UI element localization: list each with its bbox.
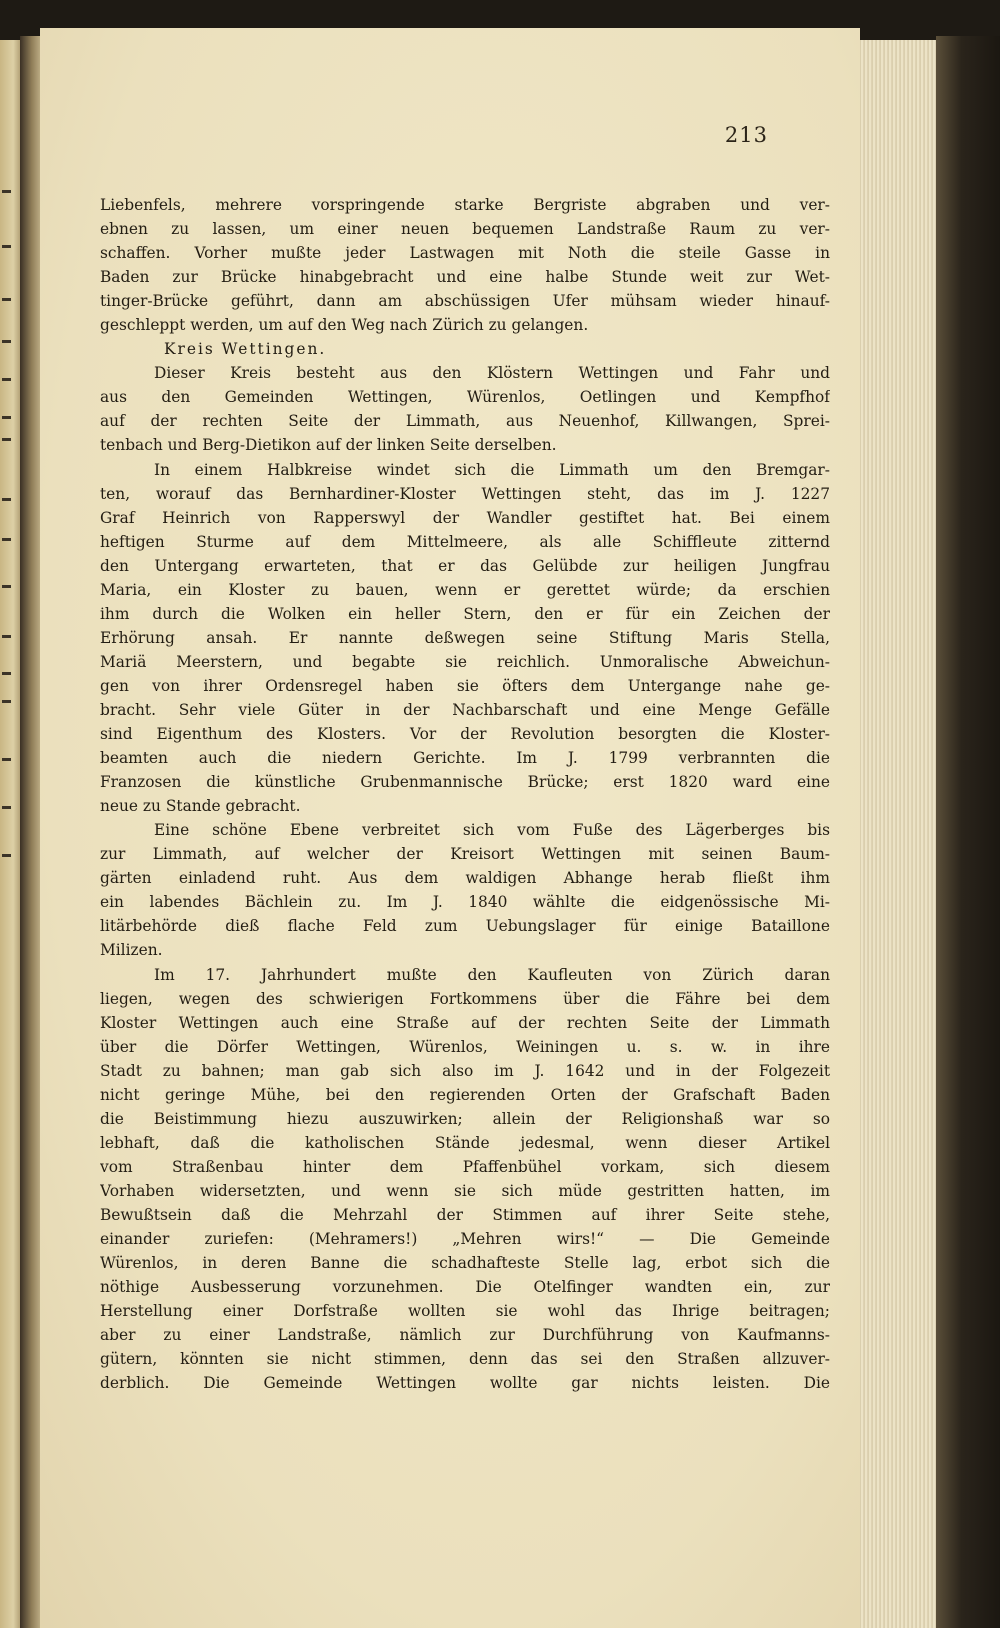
left-page-text-fragment <box>2 585 11 588</box>
text-line: ihm durch die Wolken ein heller Stern, den er für ein Zeichen der <box>100 604 830 623</box>
text-line: Graf Heinrich von Rapperswyl der Wandler gestiftet hat. Bei einem <box>100 508 830 527</box>
text-line: nöthige Ausbesserung vorzunehmen. Die Otelfinger wandten ein, zur <box>100 1278 830 1297</box>
text-line: Vorhaben widersetzten, und wenn sie sich müde gestritten hatten, im <box>100 1181 830 1200</box>
text-line: Stadt zu bahnen; man gab sich also im J. 1642 und in der Folgezeit <box>100 1061 830 1080</box>
left-page-text-fragment <box>2 438 11 441</box>
text-line: litärbehörde dieß flache Feld zum Uebungslager für einige Bataillone <box>100 917 830 936</box>
text-line: Mariä Meerstern, und begabte sie reichlich. Unmoralische Abweichun- <box>100 652 830 671</box>
text-line: ebnen zu lassen, um einer neuen bequemen Landstraße Raum zu ver- <box>100 220 830 239</box>
text-line: Franzosen die künstliche Grubenmannische Brücke; erst 1820 ward eine <box>100 773 830 792</box>
page-number: 213 <box>724 123 768 147</box>
text-line: Im 17. Jahrhundert mußte den Kaufleuten von Zürich daran <box>154 965 830 984</box>
left-page-text-fragment <box>2 538 11 541</box>
text-line: gütern, könnten sie nicht stimmen, denn das sei den Straßen allzuver- <box>100 1350 830 1369</box>
section-heading: Kreis Wettingen. <box>164 340 327 359</box>
left-page-text-fragment <box>2 758 11 761</box>
text-line: derblich. Die Gemeinde Wettingen wollte gar nichts leisten. Die <box>100 1374 830 1393</box>
left-page-text-fragment <box>2 635 11 638</box>
left-page-text-fragment <box>2 340 11 343</box>
text-line: neue zu Stande gebracht. <box>100 797 301 816</box>
text-line: nicht geringe Mühe, bei den regierenden Orten der Grafschaft Baden <box>100 1085 830 1104</box>
left-page-text-fragment <box>2 190 11 193</box>
text-line: aus den Gemeinden Wettingen, Würenlos, Oetlingen und Kempfhof <box>100 388 830 407</box>
text-line: ein labendes Bächlein zu. Im J. 1840 wählte die eidgenössische Mi- <box>100 893 830 912</box>
text-line: beamten auch die niedern Gerichte. Im J. 1799 verbrannten die <box>100 749 830 768</box>
text-line: schaffen. Vorher mußte jeder Lastwagen mit Noth die steile Gasse in <box>100 244 830 263</box>
text-line: Erhörung ansah. Er nannte deßwegen seine Stiftung Maris Stella, <box>100 628 830 647</box>
page-edges <box>852 40 943 1628</box>
text-line: Maria, ein Kloster zu bauen, wenn er gerettet würde; da erschien <box>100 580 830 599</box>
left-page-text-fragment <box>2 672 11 675</box>
left-page-text-fragment <box>2 806 11 809</box>
text-line: geschleppt werden, um auf den Weg nach Zürich zu gelangen. <box>100 316 589 335</box>
text-line: Würenlos, in deren Banne die schadhafteste Stelle lag, erbot sich die <box>100 1254 830 1273</box>
text-line: auf der rechten Seite der Limmath, aus Neuenhof, Killwangen, Sprei- <box>100 412 830 431</box>
text-line: lebhaft, daß die katholischen Stände jedesmal, wenn dieser Artikel <box>100 1133 830 1152</box>
left-page-text-fragment <box>2 378 11 381</box>
text-line: ten, worauf das Bernhardiner-Kloster Wettingen steht, das im J. 1227 <box>100 484 830 503</box>
text-line: über die Dörfer Wettingen, Würenlos, Weiningen u. s. w. in ihre <box>100 1037 830 1056</box>
edge-shadow <box>936 36 1000 1628</box>
left-page-text-fragment <box>2 298 11 301</box>
text-line: liegen, wegen des schwierigen Fortkommens über die Fähre bei dem <box>100 989 830 1008</box>
left-page-text-fragment <box>2 498 11 501</box>
text-line: gärten einladend ruht. Aus dem waldigen Abhange herab fließt ihm <box>100 869 830 888</box>
text-line: heftigen Sturme auf dem Mittelmeere, als alle Schiffleute zitternd <box>100 532 830 551</box>
text-line: vom Straßenbau hinter dem Pfaffenbühel vorkam, sich diesem <box>100 1157 830 1176</box>
text-line: aber zu einer Landstraße, nämlich zur Durchführung von Kaufmanns- <box>100 1326 830 1345</box>
text-line: sind Eigenthum des Klosters. Vor der Revolution besorgten die Kloster- <box>100 725 830 744</box>
text-line: gen von ihrer Ordensregel haben sie öfters dem Untergange nahe ge- <box>100 676 830 695</box>
text-line: einander zuriefen: (Mehramers!) „Mehren wirs!“ — Die Gemeinde <box>100 1230 830 1249</box>
text-line: Eine schöne Ebene verbreitet sich vom Fuße des Lägerberges bis <box>154 821 830 840</box>
text-line: zur Limmath, auf welcher der Kreisort Wettingen mit seinen Baum- <box>100 845 830 864</box>
text-line: tinger-Brücke geführt, dann am abschüssigen Ufer mühsam wieder hinauf- <box>100 292 830 311</box>
book-page <box>40 28 860 1628</box>
text-line: Kloster Wettingen auch eine Straße auf der rechten Seite der Limmath <box>100 1013 830 1032</box>
text-line: die Beistimmung hiezu auszuwirken; allein der Religionshaß war so <box>100 1109 830 1128</box>
text-line: Herstellung einer Dorfstraße wollten sie wohl das Ihrige beitragen; <box>100 1302 830 1321</box>
text-line: tenbach und Berg-Dietikon auf der linken Seite derselben. <box>100 436 557 455</box>
text-line: Milizen. <box>100 941 163 960</box>
text-line: Baden zur Brücke hinabgebracht und eine halbe Stunde weit zur Wet- <box>100 268 830 287</box>
text-line: Liebenfels, mehrere vorspringende starke Bergriste abgraben und ver- <box>100 196 830 214</box>
page-body-text <box>100 193 830 1395</box>
text-line: In einem Halbkreise windet sich die Limmath um den Bremgar- <box>154 460 830 479</box>
text-line: Bewußtsein daß die Mehrzahl der Stimmen auf ihrer Seite stehe, <box>100 1205 830 1224</box>
text-line: den Untergang erwarteten, that er das Gelübde zur heiligen Jungfrau <box>100 556 830 575</box>
previous-page-edge <box>0 40 22 1628</box>
text-line: bracht. Sehr viele Güter in der Nachbarschaft und eine Menge Gefälle <box>100 700 830 719</box>
left-page-text-fragment <box>2 416 11 419</box>
left-page-text-fragment <box>2 245 11 248</box>
text-line: Dieser Kreis besteht aus den Klöstern Wettingen und Fahr und <box>154 364 830 383</box>
left-page-text-fragment <box>2 700 11 703</box>
left-page-text-fragment <box>2 854 11 857</box>
